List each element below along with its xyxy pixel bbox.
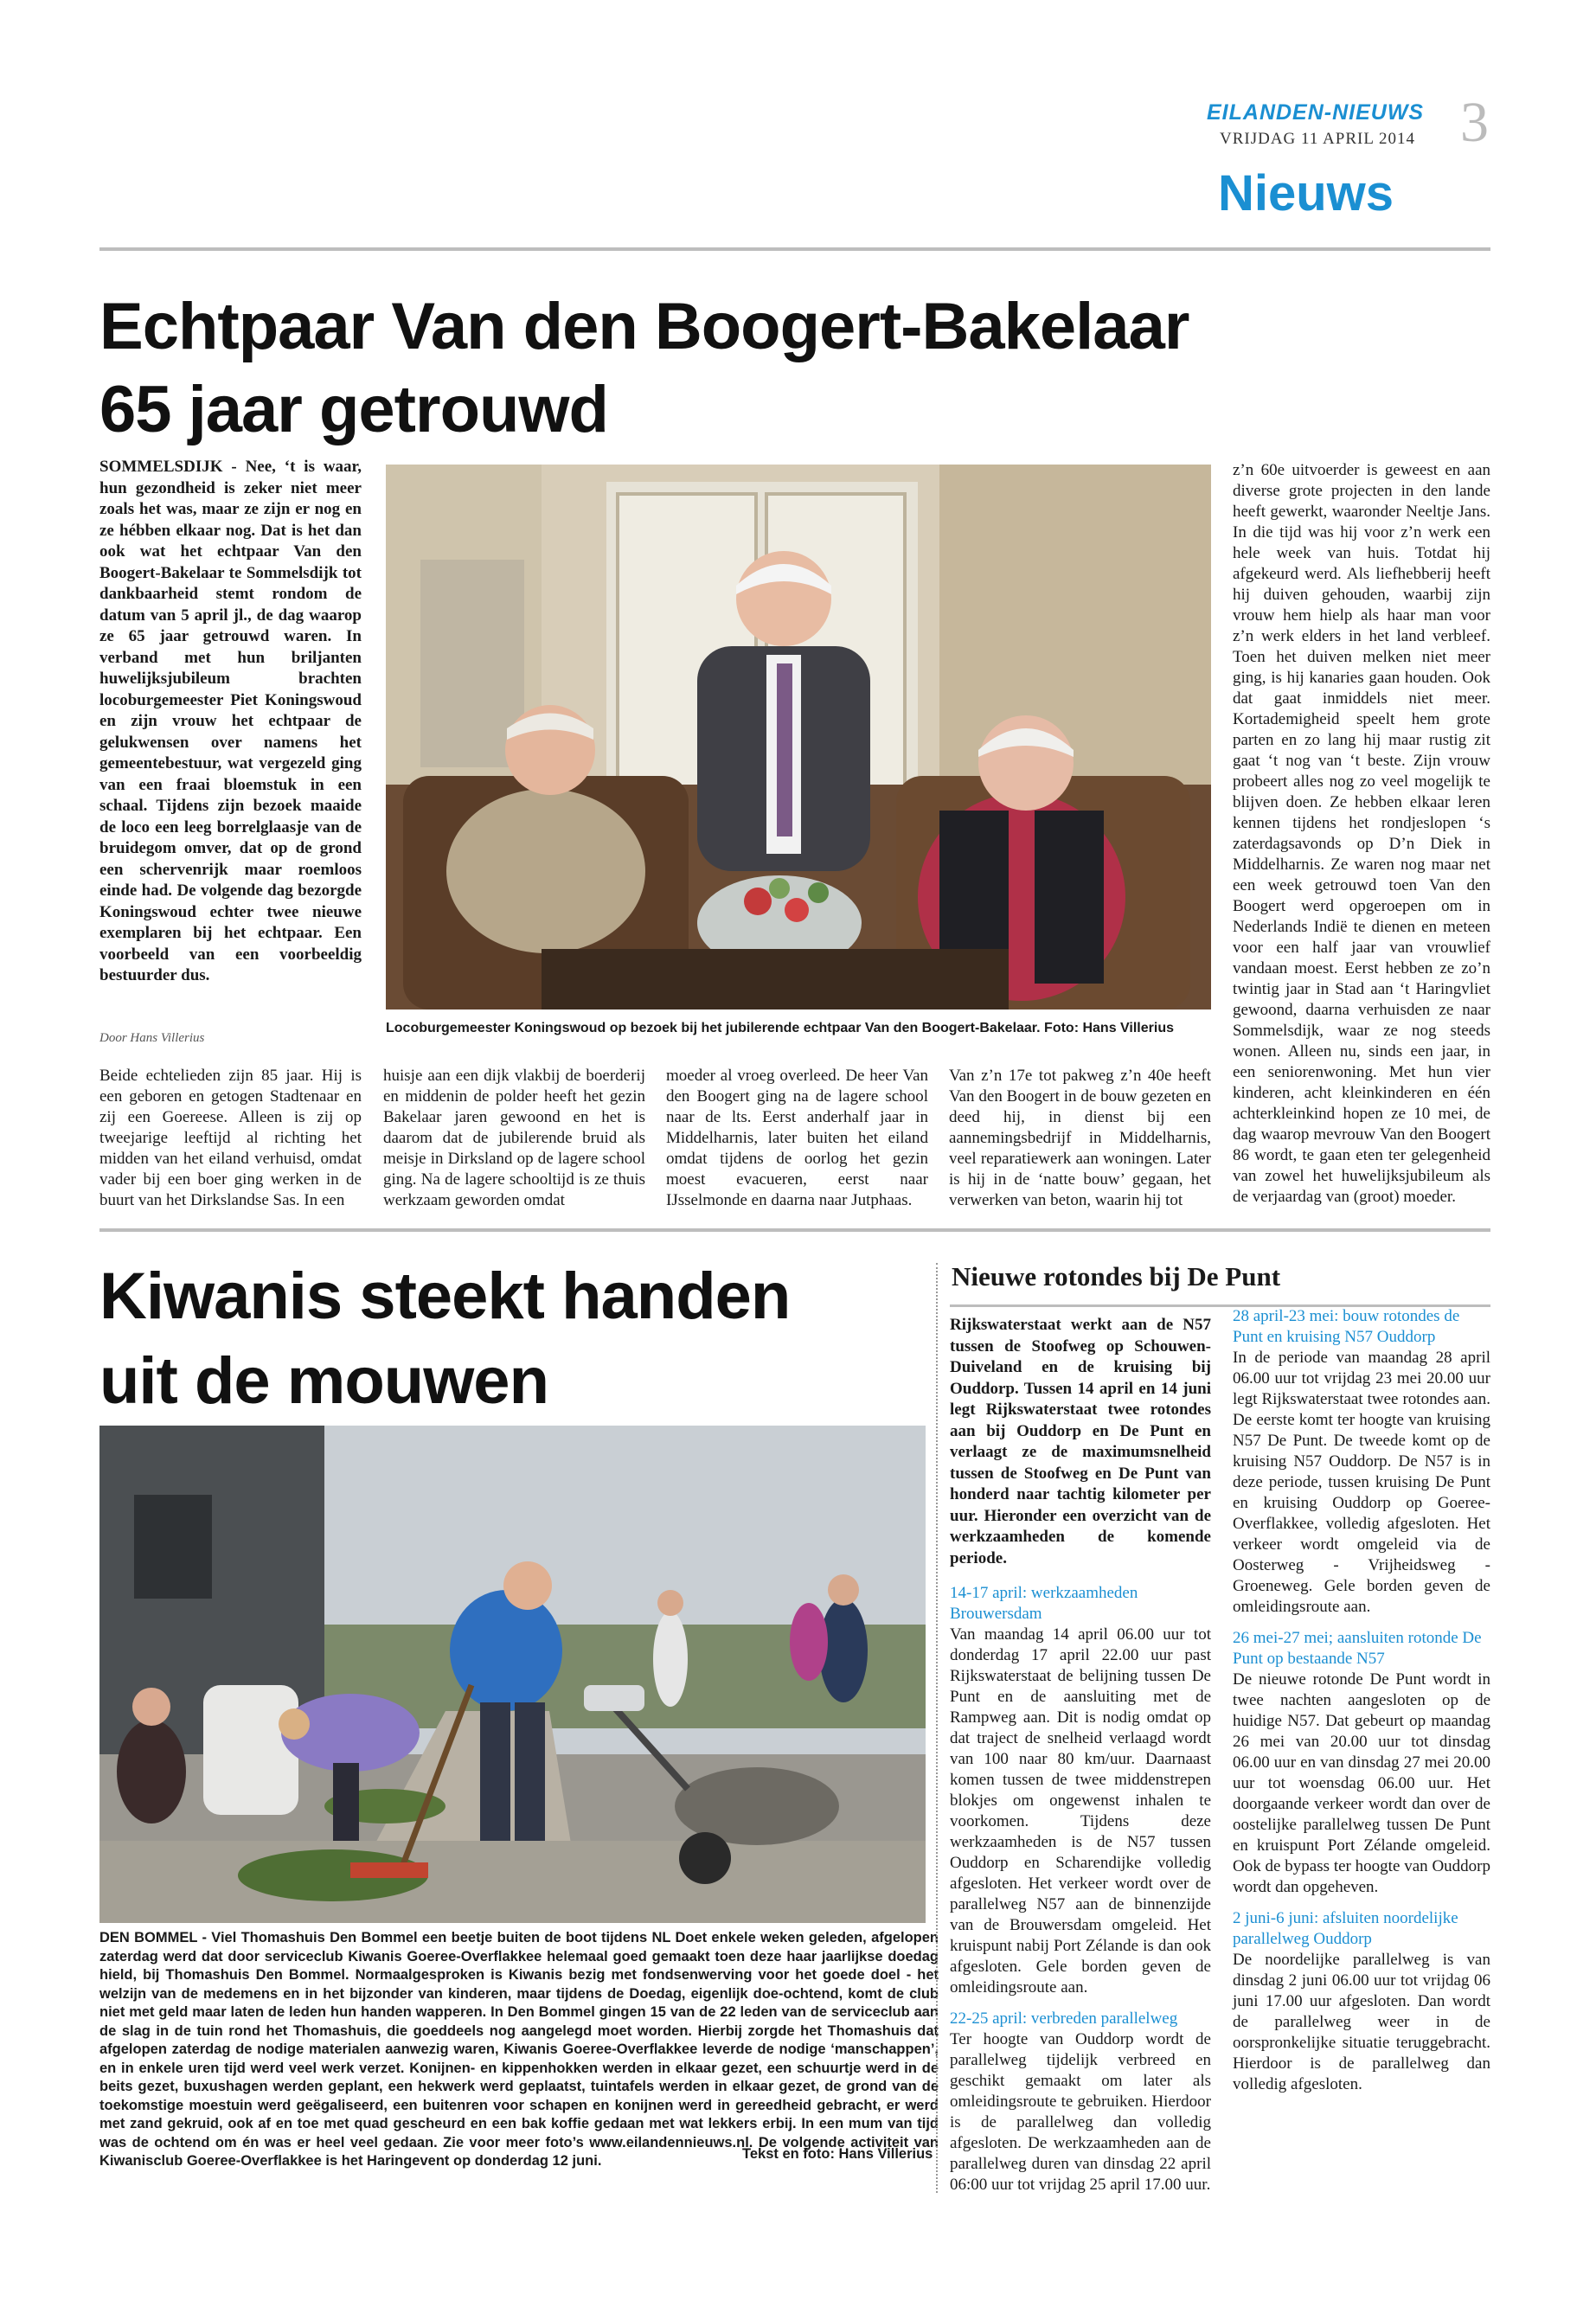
article1-headline-line1: Echtpaar Van den Boogert-Bakelaar <box>99 290 1189 363</box>
article1-lead: SOMMELSDIJK - Nee, ‘t is waar, hun gezondheid is zeker niet meer zoals het was, maar ze zijn er nog en ze hébben elkaar nog. Dat is het dan ook wat het echtpaar Van den Boogert-Bakelaar te Sommelsdijk tot dankbaarheid stemt rondom de datum van 5 april jl., de dag waarop ze 65 jaar getrouwd waren. In verband met hun briljanten huwelijksjubileum brachten locoburgemeester Piet Koningswoud en zijn vrouw het echtpaar de gelukwensen over namens het gemeentebestuur, wat vergezeld ging van een fraai bloemstuk in een schaal. Tijdens zijn bezoek maaide de loco een leeg borrelglaasje van de bruidegom omver, dat op de grond een schervenrijk maar roemloos einde had. De volgende dag bezorgde Koningswoud echter twee nieuwe exemplaren bij het echtpaar. Een voorbeeld van een voorbeeldig bestuurder dus. <box>99 458 362 984</box>
section-title: Nieuws <box>1218 165 1394 221</box>
article3-subhead-5: 2 juni-6 juni: afsluiten noordelijke parallelweg Ouddorp <box>1233 1909 1458 1948</box>
article3-subhead-3: 28 april-23 mei: bouw rotondes de Punt en kruising N57 Ouddorp <box>1233 1307 1460 1346</box>
article1-col2: huisje aan een dijk vlakbij de boerderij en middenin de polder heeft het gezin Bakelaar jaren gewoond en het is daarom dat de jubilerende bruid als meisje in Dirksland op de lagere school ging. Na de lagere schooltijd is ze thuis werkzaam geworden omdat <box>383 1067 645 1209</box>
article1-col4: Van z’n 17e tot pakweg z’n 40e heeft Van den Boogert in de bouw gezeten en deed hij, in dienst bij een aannemingsbedrijf in Middelharnis, veel reparatiewerk aan woningen. Later is hij in de ‘natte bouw’ gegaan, het verwerken van beton, waarin hij tot <box>949 1067 1211 1209</box>
article1-headline-line2: 65 jaar getrouwd <box>99 373 608 446</box>
article3-subhead-1: 14-17 april: werkzaamheden Brouwersdam <box>950 1584 1138 1623</box>
article1-headline <box>99 285 1189 452</box>
article1-col3: moeder al vroeg overleed. De heer Van den Boogert ging na de lagere school naar de lts. Eerst anderhalf jaar in Middelharnis, later buiten het eiland omdat tijdens de oorlog het gezin moest evacueren, eerst naar IJsselmonde en daarna naar Jutphaas. <box>666 1067 928 1209</box>
article3-col-left <box>950 1315 1211 2195</box>
article3-subhead-2: 22-25 april: verbreden parallelweg <box>950 2009 1178 2028</box>
article2-credit: Tekst en foto: Hans Villerius <box>742 2146 933 2162</box>
article3-lead: Rijkswaterstaat werkt aan de N57 tussen de Stoofweg op Schouwen-Duiveland en de kruising bij Ouddorp. Tussen 14 april en 14 juni legt Rijkswaterstaat twee rotondes aan bij Ouddorp en De Punt en verlaagt ze de maximumsnelheid tussen de Stoofweg en De Punt van honderd naar tachtig kilometer per uur. Hieronder een overzicht van de werkzaamheden de komende periode. <box>950 1316 1211 1567</box>
article2-caption: DEN BOMMEL - Viel Thomashuis Den Bommel een beetje buiten de boot tijdens NL Doet enkele weken geleden, afgelopen zaterdag werd dat door serviceclub Kiwanis Goeree-Overflakkee helemaal goed gemaakt toen deze haar jaarlijkse doedag hield, bij Thomashuis Den Bommel. Normaalgesproken is Kiwanis bezig met fondsenwerving voor het goede doel - het welzijn van de medemens en in het bijzonder van kinderen, maar tijdens de Doedag, eigenlijk doe-ochtend, komt de club niet met geld maar laten de leden hun handen wapperen. In Den Bommel gingen 15 van de 22 leden van de serviceclub aan de slag in de tuin rond het Thomashuis, die goeddeels nog aangelegd moet worden. Hierbij zorgde het Thomashuis dat afgelopen zaterdag de nodige materialen aanwezig waren, Kiwanis Goeree-Overflakkee leverde de nodige ‘manschappen’, en in enkele uren tijd werd veel werk verzet. Konijnen- en kippenhokken werden in elkaar gezet, een schuurtje werd in de beits gezet, buxushagen werden geplant, een hekwerk werd geplaatst, tuintafels werden in elkaar gezet, de grond van de toekomstige moestuin werd geëgaliseerd, een buitenren voor schapen en konijnen werd in gereedheid gebracht, er werd met zand gekruid, ook af en toe met quad gescheurd en een bak koffie gedaan met wat lekkers erbij. In een mum van tijd was de ochtend om én was er heel veel gedaan. Zie voor meer foto’s www.eilandennieuws.nl. De volgende activiteit van Kiwanisclub Goeree-Overflakkee is het Haringevent op donderdag 12 juni. <box>99 1930 939 2169</box>
middle-rule <box>99 1228 1490 1232</box>
article3-body-4: De nieuwe rotonde De Punt wordt in twee nachten aangesloten op de huidige N57. Dat gebeurt op maandag 26 mei van 20.00 uur tot dinsdag 06.00 uur en van dinsdag 27 mei 20.00 uur tot woensdag 06.00 uur. Het doorgaande verkeer wordt dan over de oostelijke parallelweg tussen De Punt en kruispunt Port Zélande omgeleid. Ook de bypass ter hoogte van Ouddorp wordt dan opgeheven. <box>1233 1670 1490 1896</box>
article2-headline-line1: Kiwanis steekt handen <box>99 1259 791 1333</box>
article3-body-1: Van maandag 14 april 06.00 uur tot donderdag 17 april 22.00 uur past Rijkswaterstaat de belijning tussen De Punt en de aansluiting met de Rampweg aan. Dit is nodig omdat op dat traject de snelheid verlaagd wordt van 100 naar 80 km/uur. Daarnaast komen tussen de twee middenstrepen blokjes om ongewenst inhalen te voorkomen. Tijdens deze werkzaamheden is de N57 tussen Ouddorp en Scharendijke volledig afgesloten. Het verkeer wordt over de parallelweg N57 aan de binnenzijde van de Brouwersdam omgeleid. Het kruispunt nabij Port Zélande is dan ook afgesloten. Gele borden geven de omleidingsroute aan. <box>950 1625 1211 1997</box>
article3-body-3: In de periode van maandag 28 april 06.00 uur tot vrijdag 23 mei 20.00 uur legt Rijkswaterstaat twee rotondes aan. De eerste komt ter hoogte van kruising N57 De Punt. De tweede komt op de kruising N57 Ouddorp. De N57 is in deze periode, tussen kruising De Punt en kruising Ouddorp op Goeree-Overflakkee, volledig afgesloten. Het verkeer wordt omgeleid via de Oosterweg - Vrijheidsweg - Groeneweg. Gele borden geven de omleidingsroute aan. <box>1233 1349 1490 1616</box>
issue-date: VRIJDAG 11 APRIL 2014 <box>1220 130 1415 148</box>
article2-headline <box>99 1254 790 1424</box>
article1-col1: Beide echtelieden zijn 85 jaar. Hij is een geboren en getogen Stadtenaar en zij een Goereese. Alleen is zij op tweejarige leeftijd al richting het midden van het eiland verhuisd, omdat vader bij een boer ging werken in de buurt van het Dirkslandse Sas. In een <box>99 1067 362 1209</box>
article1-col5: z’n 60e uitvoerder is geweest en aan diverse grote projecten in den lande heeft gewerkt, waaronder Neeltje Jans. In die tijd was hij voor z’n werk een hele week van huis. Totdat hij afgekeurd werd. Als liefhebberij heeft hij duiven gehouden, waarbij zijn vrouw hem hielp als haar man voor z’n werk elders in het land verbleef. Toen het duiven melken niet meer ging, is hij kanaries gaan houden. Ook dat gaat inmiddels niet meer. Kortademigheid speelt hem grote parten en zo lang hij maar rustig zit gaat ‘t nog van ‘t beste. Zijn vrouw probeert alles nog zo veel mogelijk te blijven doen. Ze hebben elkaar leren kennen tijdens het rondjeslopen ‘s zaterdagsavonds op D’n Diek in Middelharnis. Ze waren nog maar net een week getrouwd toen Van den Boogert werd opgeroepen om in Nederlands Indië te dienen en meteen voor een half jaar van vrouwlief vandaan moest. Eerst hebben ze zo’n twintig jaar in Stad aan ‘t Haringvliet gewoond, daarna verhuisden ze naar Sommelsdijk, waar ze nog steeds wonen. Alleen nu, sinds een jaar, in een seniorenwoning. Met hun vier kinderen, acht kleinkinderen en één achterkleinkind hopen ze 10 mei, de dag waarop mevrouw Van den Boogert 86 wordt, te gaan eten ter gelegenheid van zowel het huwelijksjubileum als de verjaardag van (groot) moeder. <box>1233 461 1490 1206</box>
article3-body-5: De noordelijke parallelweg is van dinsdag 2 juni 06.00 uur tot vrijdag 06 juni 17.00 uur afgesloten. Dan wordt de parallelweg weer in de oorspronkelijke situatie teruggebracht. Hierdoor is de parallelweg dan volledig afgesloten. <box>1233 1951 1490 2093</box>
article3-body-2: Ter hoogte van Ouddorp wordt de parallelweg tijdelijk verbreed en geschikt gemaakt om later als omleidingsroute te gebruiken. Hierdoor is de parallelweg dan volledig afgesloten. De werkzaamheden aan de parallelweg duren van dinsdag 22 april 06:00 uur tot vrijdag 25 april 17.00 uur. <box>950 2030 1211 2194</box>
article1-photo-caption: Locoburgemeester Koningswoud op bezoek bij het jubilerende echtpaar Van den Boogert-Bakelaar. Foto: Hans Villerius <box>386 1021 1174 1035</box>
article3-box-border <box>936 1263 939 2193</box>
article3-subhead-4: 26 mei-27 mei; aansluiten rotonde De Punt op bestaande N57 <box>1233 1629 1482 1668</box>
article3-col-right <box>1233 1306 1490 2095</box>
top-rule <box>99 247 1490 251</box>
page-number: 3 <box>1460 91 1489 154</box>
kiwanis-photo <box>99 1426 926 1923</box>
couple-photo-illustration <box>386 465 1211 1009</box>
article2-headline-line2: uit de mouwen <box>99 1344 548 1418</box>
newspaper-logo: EILANDEN-NIEUWS <box>1207 100 1425 125</box>
kiwanis-photo-illustration <box>99 1426 926 1923</box>
article3-title: Nieuwe rotondes bij De Punt <box>952 1261 1281 1292</box>
article1-byline: Door Hans Villerius <box>99 1031 205 1045</box>
couple-photo <box>386 465 1211 1009</box>
